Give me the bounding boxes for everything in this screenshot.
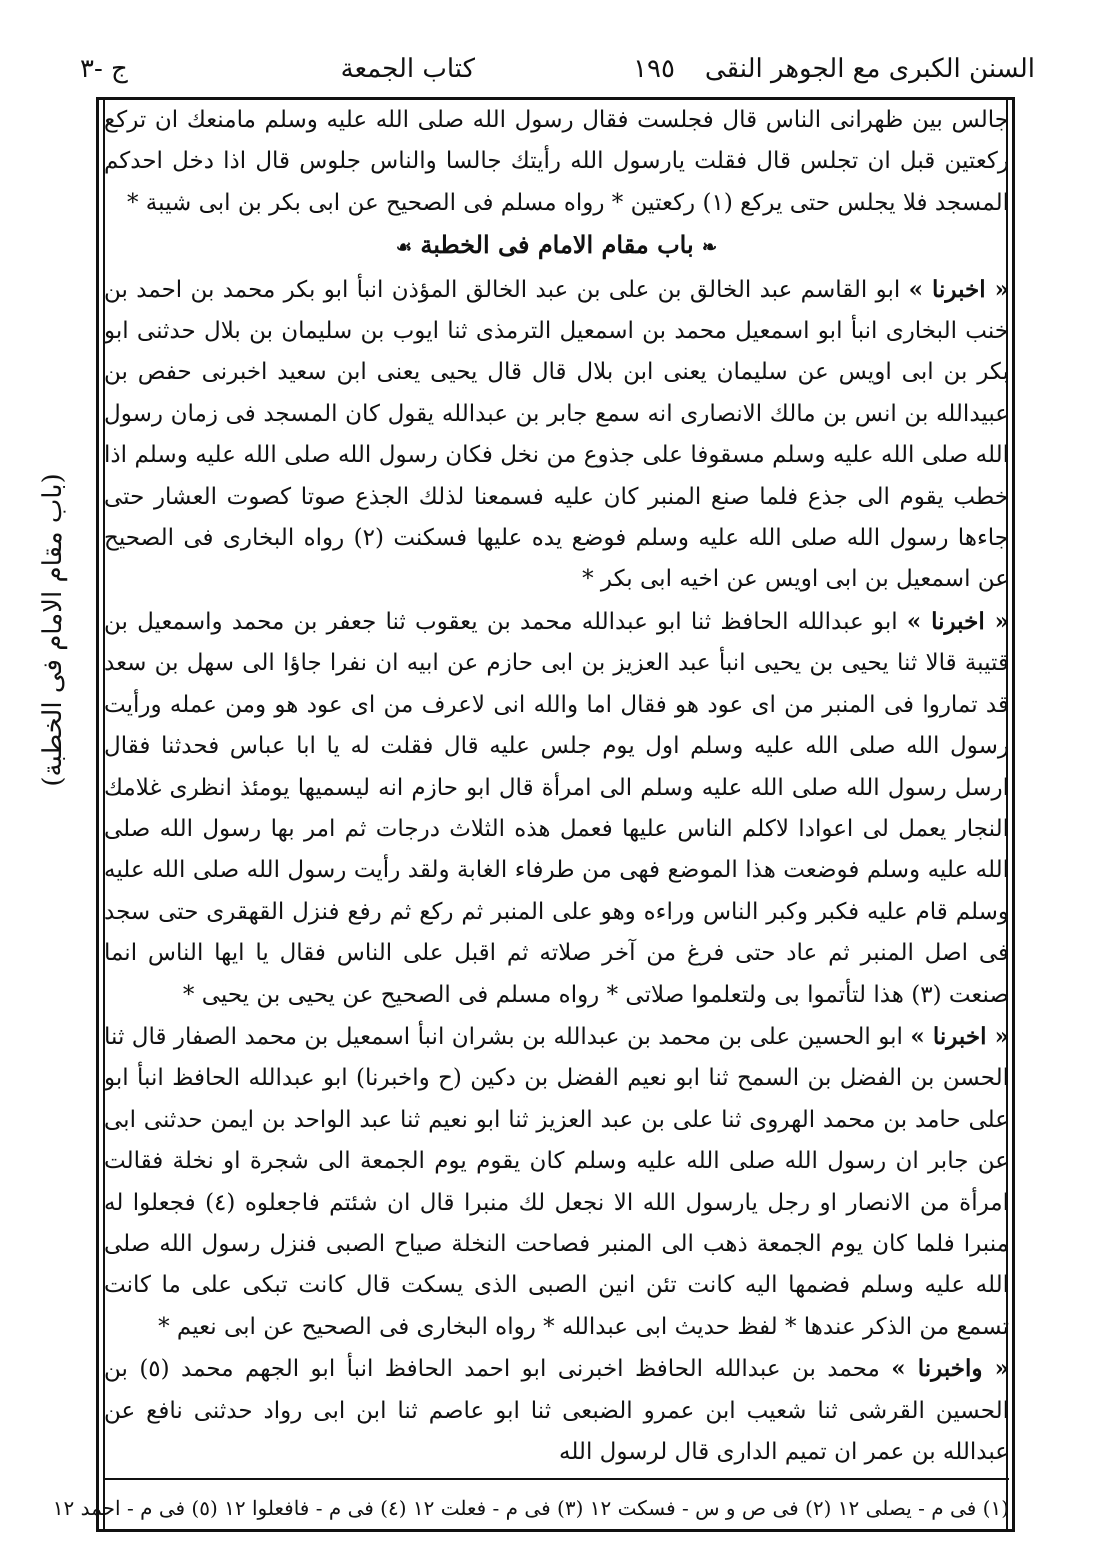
main-text: [104, 100, 1010, 1465]
ornament-icon: ☙: [395, 237, 412, 259]
isnad-lead: « واخبرنا »: [891, 1355, 1009, 1383]
volume-label: ج -٣: [80, 54, 128, 84]
margin-note-text: (باب مقام الامام فى الخطبة): [38, 473, 68, 787]
lead-word: اخبرنا: [931, 607, 985, 635]
isnad-lead: « اخبرنا »: [906, 607, 1009, 635]
paragraph-text: ابو الحسين على بن محمد بن عبدالله بن بشران انبأ اسمعيل بن محمد الصفار قال ثنا الحسن بن الفضل بن السمح ثنا ابو نعيم الفضل بن دكين (ح واخبرنا) ابو عبدالله الحافظ انبأ ابو على حامد بن محمد الهروى ثنا على بن عبد العزيز ثنا ابو نعيم ثنا عبد الواحد بن ايمن حدثنى ابى عن جابر ان رسول الله صلى الله عليه وسلم كان يقوم يوم الجمعة الى شجرة او نخلة فقالت امرأة من الانصار او رجل يارسول الله الا نجعل لك منبرا قال ان شئتم فاجعلوه (٤) فجعلوا له منبرا فلما كان يوم الجمعة ذهب الى المنبر فصاحت النخلة صياح الصبى فنزل رسول الله صلى الله عليه وسلم فضمها اليه كانت تئن انين الصبى الذى يسكت قال كانت تبكى على ما كانت تسمع من الذكر عندها * لفظ حديث ابى عبدالله * رواه البخارى فى الصحيح عن ابى نعيم *: [104, 1023, 1010, 1340]
ornament-icon: ❧: [702, 237, 718, 259]
paragraph-text: محمد بن عبدالله الحافظ اخبرنى ابو احمد الحافظ انبأ ابو الجهم محمد (٥) بن الحسين القرشى ثنا شعيب ابن عمرو الضبعى ثنا ابو عاصم ثنا ابن ابى رواد حدثنى نافع عن عبدالله بن عمر ان تميم الدارى قال لرسول الله: [104, 1356, 1009, 1465]
lead-word: واخبرنا: [917, 1355, 983, 1383]
margin-chapter-note: [18, 430, 88, 830]
isnad-lead: « اخبرنا »: [908, 275, 1010, 303]
paragraph: [104, 100, 1009, 224]
paragraph: [104, 601, 1009, 1016]
running-title: السنن الكبرى مع الجوهر النقى: [704, 54, 1035, 84]
paragraph-text: ابو القاسم عبد الخالق بن على بن عبد الخالق المؤذن انبأ ابو بكر محمد بن احمد بن خنب البخارى انبأ ابو اسمعيل محمد بن اسمعيل الترمذى ثنا ايوب بن سليمان بن بلال حدثنى ابو بكر بن ابى اويس عن سليمان يعنى ابن بلال قال قال يحيى يعنى ابن سعيد اخبرنى حفص بن عبيدالله بن انس بن مالك الانصارى انه سمع جابر بن عبدالله يقول كان المسجد فى زمان رسول الله صلى الله عليه وسلم مسقوفا على جذوع من نخل فكان رسول الله صلى الله عليه وسلم اذا خطب يقوم الى جذع فلما صنع المنبر كان عليه فسمعنا لذلك الجذع صوتا كصوت العشار حتى جاءها رسول الله صلى الله عليه وسلم فوضع يده عليها فسكنت (٢) رواه البخارى فى الصحيح عن اسمعيل بن ابى اويس عن اخيه ابى بكر *: [104, 276, 1009, 593]
footnotes: (١) فى م - يصلى ١٢ (٢) فى ص و س - فسكت ١٢ (٣) فى م - فعلت ١٢ (٤) فى م - فافعلوا ١٢ (٥) فى م - احمد ١٢: [52, 1496, 1009, 1520]
paragraph: [104, 1016, 1009, 1348]
paragraph-text: جالس بين ظهرانى الناس قال فجلست فقال رسول الله صلى الله عليه وسلم مامنعك ان تركع ركعتين قبل ان تجلس قال فقلت يارسول الله رأيتك جالسا والناس جلوس قال اذا دخل احدكم المسجد فلا يجلس حتى يركع (١) ركعتين * رواه مسلم فى الصحيح عن ابى بكر بن ابى شيبة *: [104, 107, 1009, 216]
page-header: [80, 40, 1035, 95]
chapter-heading: [104, 224, 1009, 268]
isnad-lead: « اخبرنا »: [910, 1022, 1009, 1050]
paragraph: [104, 269, 1009, 601]
paragraph-text: ابو عبدالله الحافظ ثنا ابو عبدالله محمد بن يعقوب ثنا جعفر بن محمد واسمعيل بن قتيبة قالا ثنا يحيى بن يحيى انبأ عبد العزيز بن ابى حازم عن ابيه ان نفرا جاؤا الى سهل بن سعد قد تماروا فى المنبر من اى عود هو فقال اما والله انى لاعرف من اى عود هو ومن عمله ورأيت رسول الله صلى الله عليه وسلم اول يوم جلس عليه قال فقلت له يا ابا عباس فحدثنا فقال ارسل رسول الله صلى الله عليه وسلم الى امرأة قال ابو حازم انه ليسميها يومئذ انظرى غلامك النجار يعمل لى اعوادا لاكلم الناس عليها فعمل هذه الثلاث درجات ثم امر بها رسول الله صلى الله عليه وسلم فوضعت هذا الموضع فهى من طرفاء الغابة ولقد رأيت رسول الله صلى الله عليه وسلم قام عليه فكبر وكبر الناس وراءه وهو على المنبر ثم ركع ثم رفع فنزل القهقرى حتى سجد فى اصل المنبر ثم عاد حتى فرغ من آخر صلاته ثم اقبل على الناس فقال يا ايها الناس انما صنعت (٣) هذا لتأتموا بى ولتعلموا صلاتى * رواه مسلم فى الصحيح عن يحيى بن يحيى *: [104, 608, 1009, 1008]
paragraph: [104, 1348, 1009, 1473]
chapter-title: باب مقام الامام فى الخطبة: [420, 230, 694, 260]
book-title: كتاب الجمعة: [340, 54, 475, 84]
footnote-divider: [104, 1478, 1009, 1480]
lead-word: اخبرنا: [932, 1022, 987, 1050]
lead-word: اخبرنا: [931, 275, 986, 303]
page-number: ١٩٥: [633, 54, 675, 84]
